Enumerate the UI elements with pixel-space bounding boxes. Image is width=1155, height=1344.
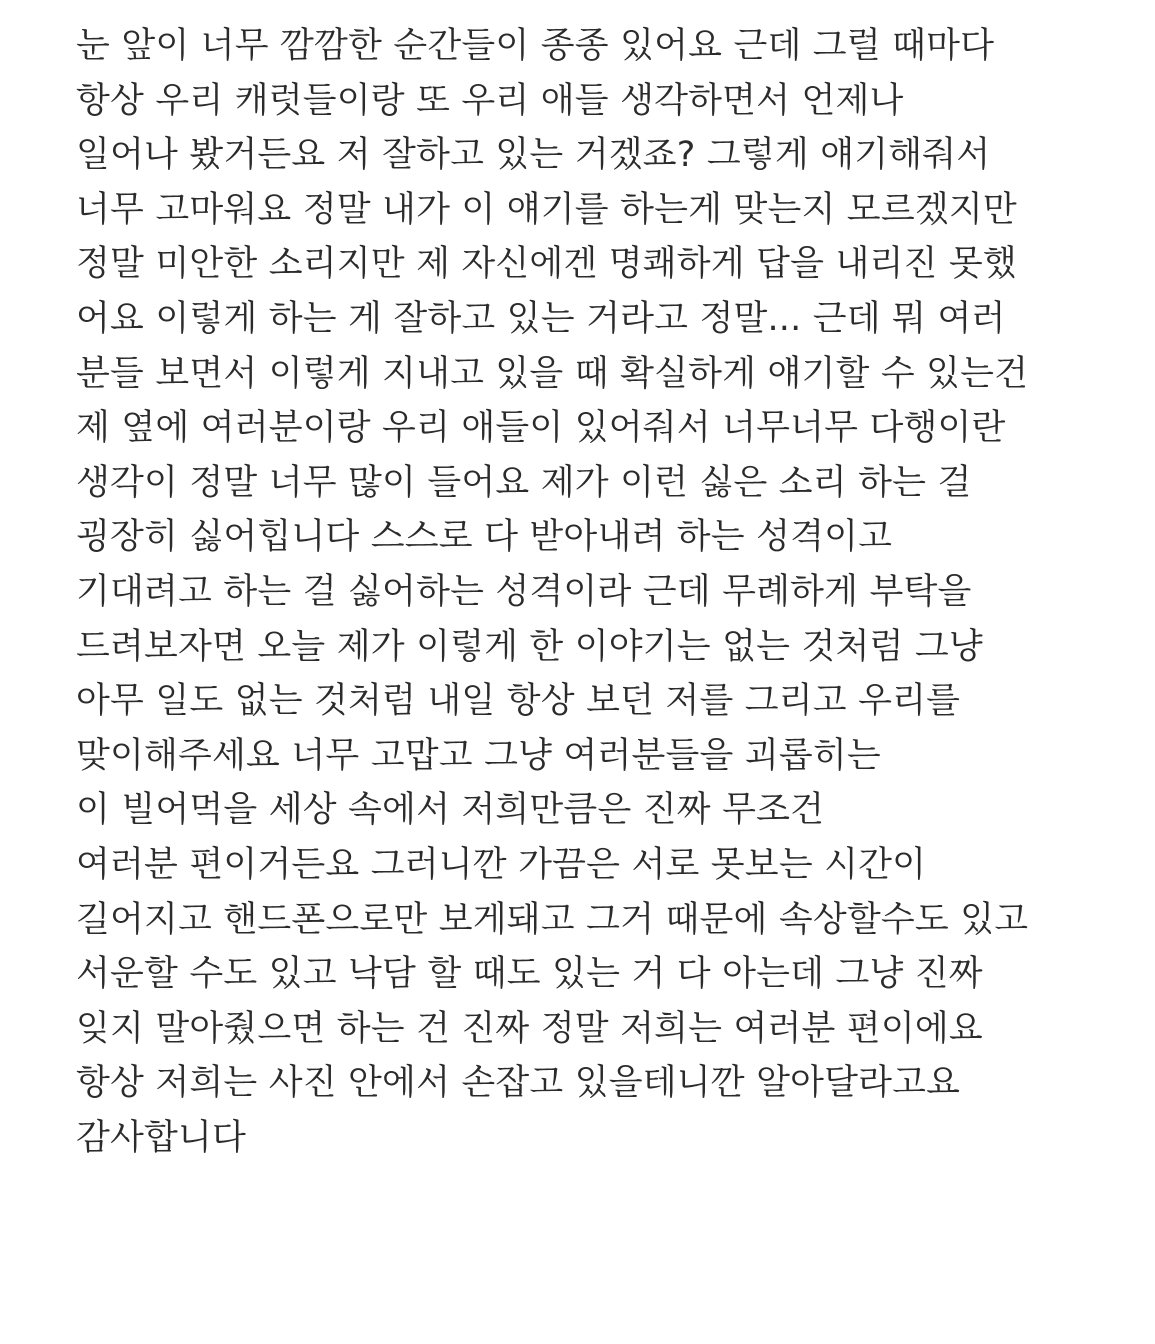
letter-line-7: 분들 보면서 이렇게 지내고 있을 때 확실하게 얘기할 수 있는건 (76, 353, 1029, 394)
letter-line-17: 길어지고 핸드폰으로만 보게돼고 그거 때문에 속상할수도 있고 (76, 899, 1029, 940)
letter-line-5: 정말 미안한 소리지만 제 자신에겐 명쾌하게 답을 내리진 못했 (76, 244, 1017, 285)
letter-line-13: 아무 일도 없는 것처럼 내일 항상 보던 저를 그리고 우리를 (76, 681, 961, 722)
letter-line-9: 생각이 정말 너무 많이 들어요 제가 이런 싫은 소리 하는 걸 (76, 462, 972, 503)
letter-body (76, 19, 1136, 1165)
letter-line-1: 눈 앞이 너무 깜깜한 순간들이 종종 있어요 근데 그럴 때마다 (76, 26, 995, 66)
letter-line-11: 기대려고 하는 걸 싫어하는 성격이라 근데 무례하게 부탁을 (76, 571, 972, 612)
letter-line-4: 너무 고마워요 정말 내가 이 얘기를 하는게 맞는지 모르겠지만 (76, 189, 1017, 230)
letter-line-15: 이 빌어먹을 세상 속에서 저희만큼은 진짜 무조건 (76, 790, 825, 831)
letter-line-19: 잊지 말아줬으면 하는 건 진짜 정말 저희는 여러분 편이에요 (76, 1008, 983, 1049)
letter-line-14: 맞이해주세요 너무 고맙고 그냥 여러분들을 괴롭히는 (76, 735, 881, 776)
letter-line-6: 어요 이렇게 하는 게 잘하고 있는 거라고 정말... 근데 뭐 여러 (76, 298, 1006, 339)
letter-line-16: 여러분 편이거든요 그러니깐 가끔은 서로 못보는 시간이 (76, 844, 927, 885)
letter-line-10: 굉장히 싫어힙니다 스스로 다 받아내려 하는 성격이고 (76, 517, 893, 558)
letter-line-12: 드려보자면 오늘 제가 이렇게 한 이야기는 없는 것처럼 그냥 (76, 626, 983, 667)
letter-line-2: 항상 우리 캐럿들이랑 또 우리 애들 생각하면서 언제나 (76, 80, 904, 121)
letter-line-3: 일어나 봤거든요 저 잘하고 있는 거겠죠? 그렇게 얘기해줘서 (76, 135, 991, 176)
letter-line-21: 감사합니다 (76, 1117, 247, 1158)
letter-line-20: 항상 저희는 사진 안에서 손잡고 있을테니깐 알아달라고요 (76, 1063, 961, 1104)
letter-line-18: 서운할 수도 있고 낙담 할 때도 있는 거 다 아는데 그냥 진짜 (76, 954, 983, 995)
letter-line-8: 제 옆에 여러분이랑 우리 애들이 있어줘서 너무너무 다행이란 (76, 408, 1006, 449)
